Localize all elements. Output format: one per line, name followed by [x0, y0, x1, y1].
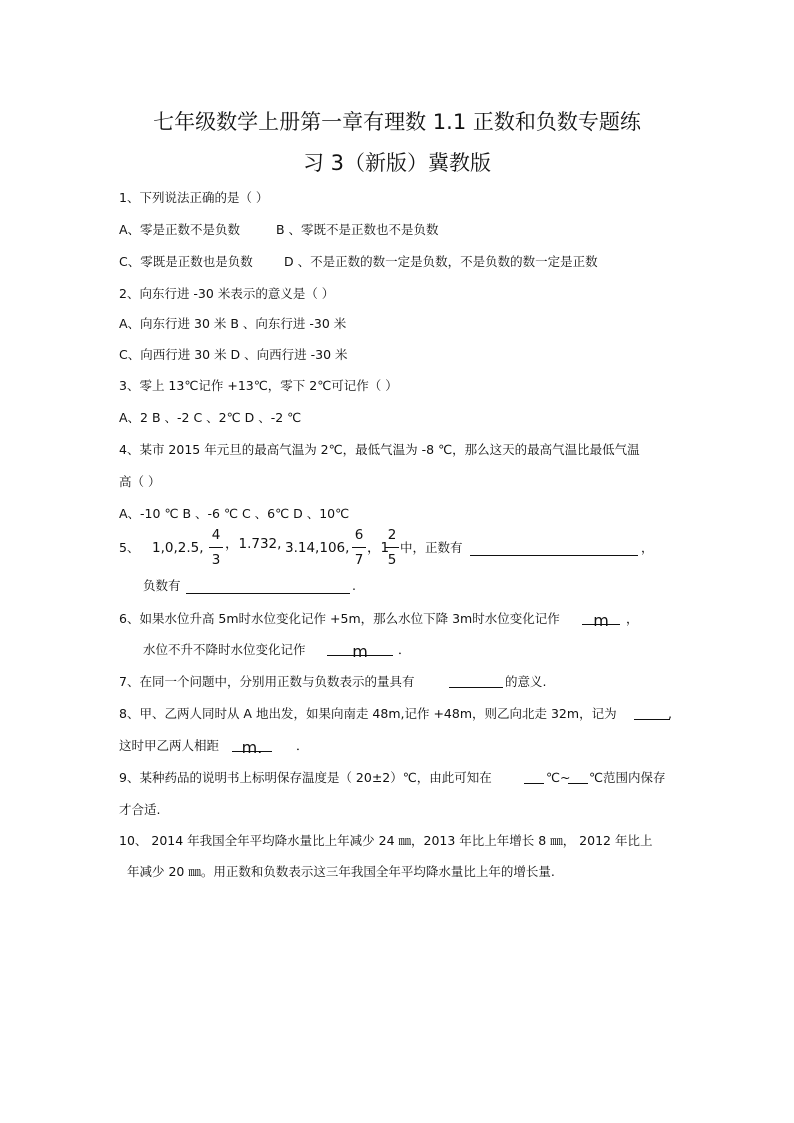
- q9-text-a: 9、某种药品的说明书上标明保存温度是（ 20±2）℃，由此可知在: [119, 770, 492, 785]
- q8-blank-1[interactable]: [634, 706, 670, 720]
- q6-line2: 水位不升不降时水位变化记作: [143, 642, 306, 657]
- q9-mid: ℃~: [546, 770, 571, 785]
- title-line-1: 七年级数学上册第一章有理数 1.1 正数和负数专题练: [153, 110, 641, 134]
- q5-comma: ，: [641, 540, 654, 555]
- q5-label: 5、: [119, 540, 140, 555]
- fraction-bar: [352, 547, 366, 548]
- q2-options-ab: A、向东行进 30 米 B 、向东行进 -30 米: [119, 316, 347, 331]
- q4-stem: 4、某市 2015 年元旦的最高气温为 2℃，最低气温为 -8 ℃，那么这天的最高气温比最低气温: [119, 442, 640, 457]
- q10-line1: 10、 2014 年我国全年平均降水量比上年减少 24 ㎜，2013 年比上年增长 8 ㎜， 2012 年比上: [119, 833, 653, 848]
- q6-line1: 6、如果水位升高 5m时水位变化记作 +5m，那么水位下降 3m时水位变化记作: [119, 611, 560, 626]
- q9-text-b: ℃范围内保存: [589, 770, 666, 785]
- q8-text-b: 这时甲乙两人相距: [119, 738, 220, 753]
- q7-text-a: 7、在同一个问题中，分别用正数与负数表示的量具有: [119, 674, 415, 689]
- q5-tail: 中，正数有: [400, 540, 463, 555]
- q5-mixed-whole: ，1: [367, 540, 390, 556]
- q5-period: .: [352, 578, 356, 593]
- q1-option-b: B 、零既不是正数也不是负数: [276, 222, 439, 237]
- q8-period: ．: [296, 738, 309, 753]
- q3-stem: 3、零上 13℃记作 +13℃，零下 2℃可记作（ ）: [119, 378, 398, 393]
- q5-fraction-2-5: [385, 526, 399, 569]
- q9-line2: 才合适.: [119, 802, 161, 817]
- q10-line2: 年减少 20 ㎜。用正数和负数表示这三年我国全年平均降水量比上年的增长量.: [127, 864, 555, 879]
- q5-numbers-2: ，1.732,: [225, 536, 282, 552]
- q5-numbers-3: 3.14,106,: [285, 540, 350, 556]
- q1-option-d: D 、不是正数的数一定是负数，不是负数的数一定是正数: [284, 254, 598, 269]
- q6-period: ．: [398, 642, 411, 657]
- q3-options: A、2 B 、-2 C 、2℃ D 、-2 ℃: [119, 410, 302, 425]
- fraction-denominator: 5: [387, 552, 397, 568]
- q5-negative-label: 负数有: [143, 578, 181, 593]
- q1-option-a: A、零是正数不是负数: [119, 222, 241, 237]
- q2-options-cd: C、向西行进 30 米 D 、向西行进 -30 米: [119, 347, 348, 362]
- q2-stem: 2、向东行进 -30 米表示的意义是（ ）: [119, 286, 335, 301]
- fraction-denominator: 3: [211, 552, 221, 568]
- q9-blank-2[interactable]: [568, 770, 588, 784]
- q4-options: A、-10 ℃ B 、-6 ℃ C 、6℃ D 、10℃: [119, 506, 350, 521]
- q8-blank-2[interactable]: m.: [232, 738, 272, 752]
- q1-stem: 1、下列说法正确的是（ ）: [119, 190, 269, 205]
- q5-numbers-1: 1,0,2.5,: [152, 540, 204, 556]
- q8-comma: ,: [668, 706, 672, 721]
- q5-negative-blank[interactable]: [186, 580, 350, 594]
- fraction-numerator: 2: [387, 527, 397, 543]
- q5-fraction-6-7: [352, 526, 366, 569]
- fraction-numerator: 6: [354, 527, 364, 543]
- q7-text-b: 的意义.: [505, 674, 547, 689]
- fraction-numerator: 4: [211, 527, 221, 543]
- title-line-2: 习 3（新版）冀教版: [302, 151, 492, 175]
- q4-stem-cont: 高（ ）: [119, 474, 161, 489]
- fraction-bar: [209, 547, 223, 548]
- q7-blank[interactable]: [449, 674, 503, 688]
- fraction-bar: [385, 547, 399, 548]
- q8-text-a: 8、甲、乙两人同时从 A 地出发，如果向南走 48m,记作 +48m，则乙向北走 32m，记为: [119, 706, 617, 721]
- q1-option-c: C、零既是正数也是负数: [119, 254, 253, 269]
- fraction-denominator: 7: [354, 552, 364, 568]
- q5-fraction-4-3: [209, 526, 223, 569]
- q6-blank-2[interactable]: m: [327, 642, 393, 656]
- q6-comma: ，: [626, 611, 639, 626]
- q5-positive-blank[interactable]: [470, 542, 638, 556]
- q6-blank-1[interactable]: m: [582, 611, 620, 625]
- q9-blank-1[interactable]: [524, 770, 544, 784]
